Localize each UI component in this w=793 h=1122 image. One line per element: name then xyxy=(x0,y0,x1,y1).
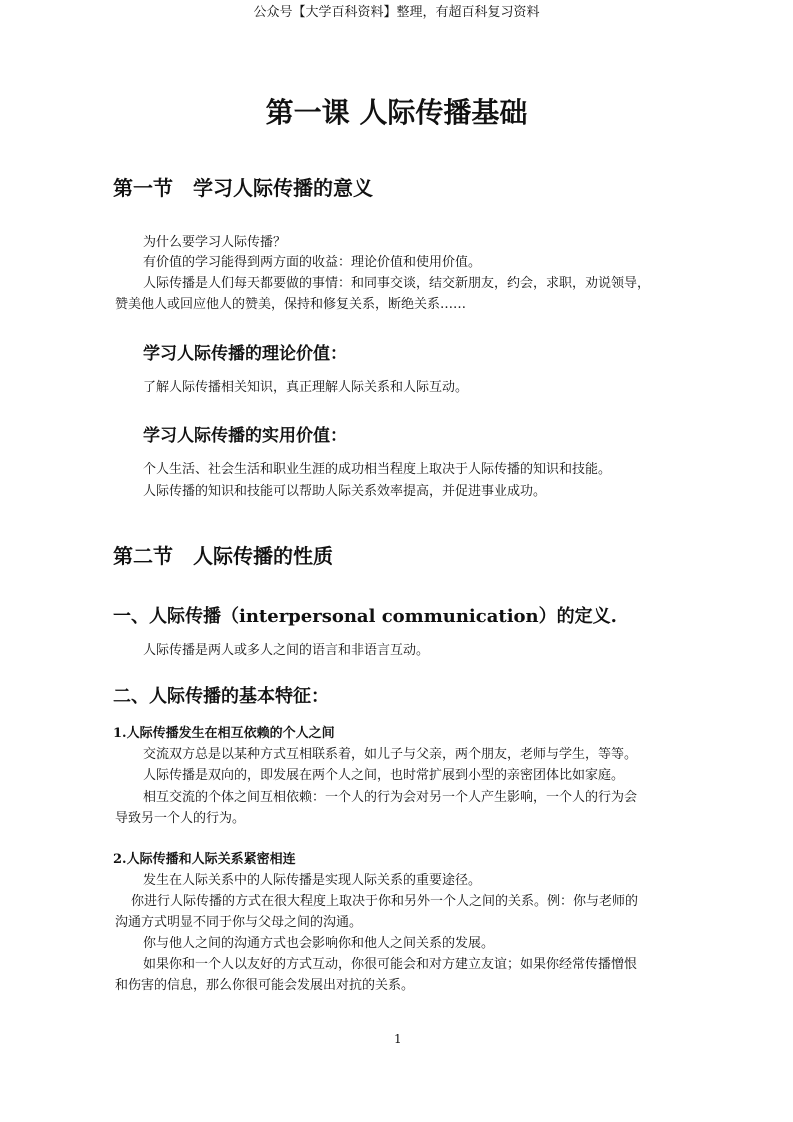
paragraph: 了解人际传播相关知识，真正理解人际关系和人际互动。 xyxy=(143,380,469,395)
practical-value-heading: 学习人际传播的实用价值： xyxy=(143,426,347,446)
section-2-heading: 第二节 人际传播的性质 xyxy=(113,544,333,568)
paragraph: 交流双方总是以某种方式互相联系着，如儿子与父亲，两个朋友，老师与学生，等等。 xyxy=(143,747,638,762)
paragraph: 如果你和一个人以友好的方式互动，你很可能会和对方建立友谊；如果你经常传播憎恨 xyxy=(143,957,638,972)
paragraph: 人际传播是双向的，即发展在两个人之间，也时常扩展到小型的亲密团体比如家庭。 xyxy=(143,768,625,783)
paragraph: 相互交流的个体之间互相依赖：一个人的行为会对另一个人产生影响，一个人的行为会 xyxy=(143,790,638,805)
section-1-heading: 第一节 学习人际传播的意义 xyxy=(113,176,373,200)
paragraph: 发生在人际关系中的人际传播是实现人际关系的重要途径。 xyxy=(143,873,482,888)
page-header: 公众号【大学百科资料】整理，有超百科复习资料 xyxy=(253,5,540,20)
page-number: 1 xyxy=(394,1032,402,1046)
definition-heading: 一、人际传播（interpersonal communication）的定义. xyxy=(113,606,617,627)
paragraph: 为什么要学习人际传播？ xyxy=(143,235,287,250)
theory-value-heading: 学习人际传播的理论价值： xyxy=(143,344,347,364)
paragraph: 人际传播是两人或多人之间的语言和非语言互动。 xyxy=(143,643,430,658)
paragraph-continuation: 赞美他人或回应他人的赞美，保持和修复关系，断绝关系…… xyxy=(115,297,467,312)
paragraph: 人际传播的知识和技能可以帮助人际关系效率提高，并促进事业成功。 xyxy=(143,484,547,499)
paragraph: 你进行人际传播的方式在很大程度上取决于你和另外一个人之间的关系。例：你与老师的 xyxy=(131,894,639,909)
features-heading: 二、人际传播的基本特征： xyxy=(113,686,329,707)
paragraph: 人际传播是人们每天都要做的事情：和同事交谈，结交新朋友，约会，求职，劝说领导， xyxy=(143,276,651,291)
paragraph: 个人生活、社会生活和职业生涯的成功相当程度上取决于人际传播的知识和技能。 xyxy=(143,462,612,477)
paragraph-continuation: 沟通方式明显不同于你与父母之间的沟通。 xyxy=(115,915,363,930)
lesson-title: 第一课 人际传播基础 xyxy=(265,96,528,129)
feature-1-heading: 1.人际传播发生在相互依赖的个人之间 xyxy=(113,726,335,741)
paragraph: 有价值的学习能得到两方面的收益：理论价值和使用价值。 xyxy=(143,255,482,270)
paragraph-continuation: 和伤害的信息，那么你很可能会发展出对抗的关系。 xyxy=(115,978,415,993)
feature-2-heading: 2.人际传播和人际关系紧密相连 xyxy=(113,852,296,867)
paragraph-continuation: 导致另一个人的行为。 xyxy=(115,811,246,826)
paragraph: 你与他人之间的沟通方式也会影响你和他人之间关系的发展。 xyxy=(143,936,495,951)
